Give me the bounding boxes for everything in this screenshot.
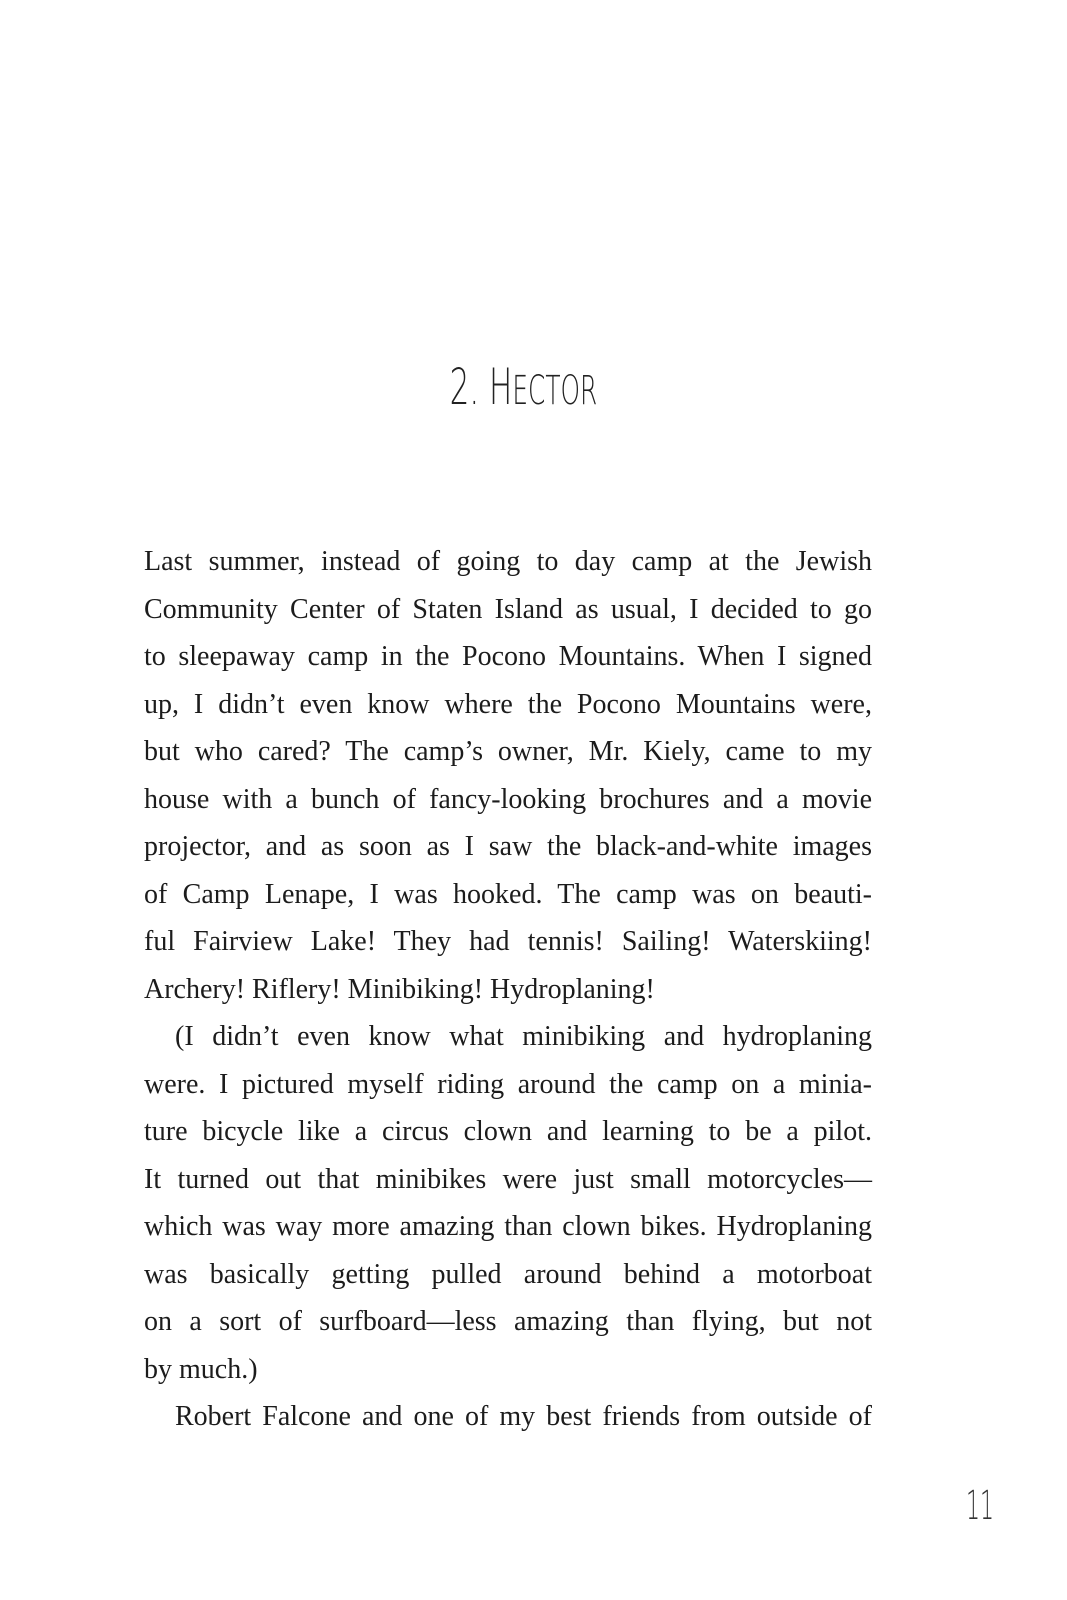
text-line: Robert Falcone and one of my best friends from outside of <box>175 1401 872 1432</box>
text-line: by much.) <box>144 1353 258 1385</box>
text-line: ture bicycle like a circus clown and learning to be a pilot. <box>144 1116 872 1147</box>
text-line: which was way more amazing than clown bikes. Hydroplaning <box>144 1211 872 1242</box>
text-line: to sleepaway camp in the Pocono Mountains. When I signed <box>144 641 872 672</box>
chapter-title-rest: ECTOR <box>512 368 598 414</box>
text-line: Last summer, instead of going to day camp at the Jewish <box>144 546 872 577</box>
text-line: Community Center of Staten Island as usual, I decided to go <box>144 593 872 625</box>
page-number: 11 <box>966 1483 994 1529</box>
text-line: It turned out that minibikes were just small motorcycles— <box>144 1163 872 1195</box>
text-line: were. I pictured myself riding around the camp on a minia- <box>144 1068 872 1100</box>
body-text <box>144 538 872 1441</box>
text-line: on a sort of surfboard—less amazing than flying, but not <box>144 1306 872 1337</box>
text-line: was basically getting pulled around behind a motorboat <box>144 1258 872 1290</box>
text-line: projector, and as soon as I saw the black-and-white images <box>144 831 872 862</box>
text-line: of Camp Lenape, I was hooked. The camp was on beauti- <box>144 878 872 910</box>
text-line: Archery! Riflery! Minibiking! Hydroplaning! <box>144 973 655 1005</box>
text-line: ful Fairview Lake! They had tennis! Sailing! Waterskiing! <box>144 926 872 957</box>
text-line: (I didn’t even know what minibiking and hydroplaning <box>175 1021 872 1052</box>
text-line: but who cared? The camp’s owner, Mr. Kiely, came to my <box>144 736 872 767</box>
chapter-title <box>193 352 855 426</box>
chapter-title-prefix: 2. H <box>449 358 513 416</box>
text-line: up, I didn’t even know where the Pocono Mountains were, <box>144 688 872 720</box>
text-line: house with a bunch of fancy-looking brochures and a movie <box>144 783 872 815</box>
